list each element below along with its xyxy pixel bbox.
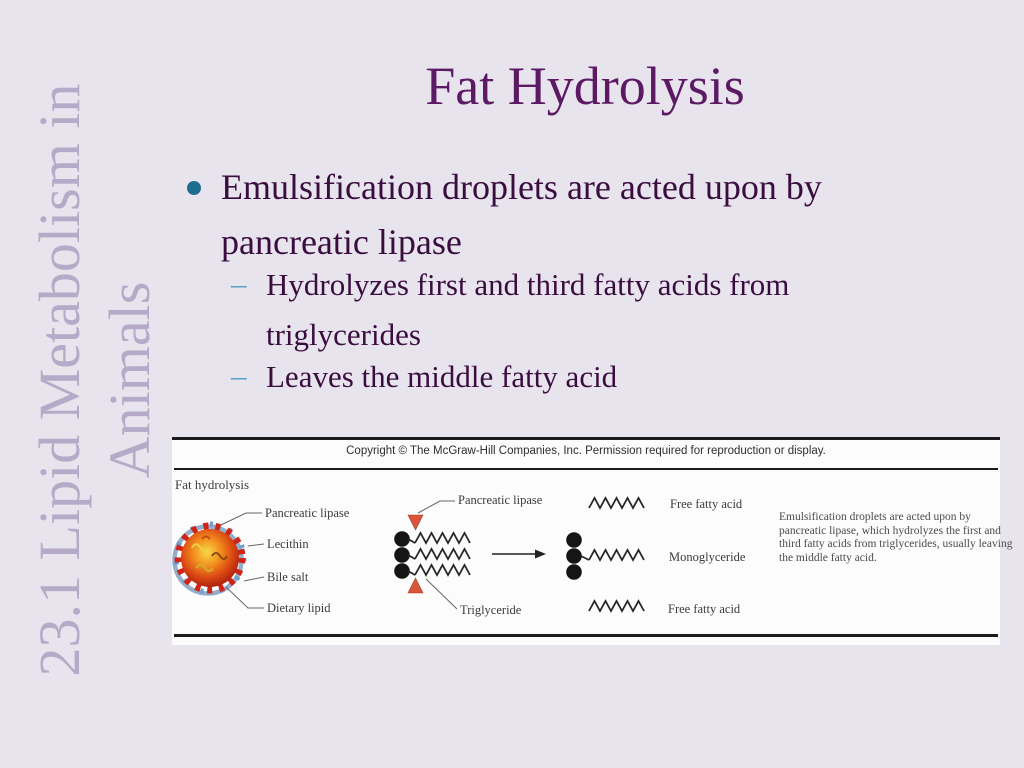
label-free-fatty-acid-top: Free fatty acid — [670, 497, 743, 511]
leader-line — [226, 587, 264, 608]
sub-bullet-text-1: Hydrolyzes first and third fatty acids from triglycerides — [266, 267, 790, 352]
bullet-dot-icon — [187, 181, 201, 195]
slide-title: Fat Hydrolysis — [425, 56, 745, 116]
figure-copyright: Copyright © The McGraw-Hill Companies, Inc. Permission required for reproduction or display. — [346, 445, 826, 457]
fatty-acid-chain-icon — [415, 549, 470, 559]
label-free-fatty-acid-bottom: Free fatty acid — [668, 602, 741, 616]
fatty-acid-chain-icon — [415, 565, 470, 575]
figure-panel — [172, 437, 1013, 645]
glycerol-bead-icon — [394, 547, 410, 563]
sub-bullet-text-2: Leaves the middle fatty acid — [266, 359, 618, 394]
label-dietary-lipid: Dietary lipid — [267, 601, 331, 615]
fatty-acid-chain-icon — [589, 550, 644, 560]
label-monoglyceride: Monoglyceride — [669, 550, 746, 564]
products-group — [566, 498, 644, 611]
bullet-main-text: Emulsification droplets are acted upon by pancreatic lipase — [221, 167, 822, 262]
sidebar-chapter-title — [25, 30, 165, 730]
leader-line — [418, 501, 455, 513]
fatty-acid-chain-icon — [589, 601, 644, 611]
fatty-acid-chain-icon — [415, 533, 470, 543]
sidebar-chapter-title-line1: 23.1 Lipid Metabolism in — [27, 83, 92, 677]
reaction-arrow-icon — [492, 550, 546, 559]
figure-bottom-rule — [174, 634, 998, 637]
leader-line — [244, 577, 264, 581]
sub-bullet-dash-icon: – — [231, 358, 247, 393]
leader-line — [248, 544, 264, 546]
glycerol-bead-icon — [566, 564, 582, 580]
emulsification-droplet — [175, 524, 245, 594]
leader-line — [221, 513, 262, 525]
triglyceride-group — [394, 501, 470, 609]
lipase-triangle-down-icon — [408, 515, 423, 530]
label-pancreatic-lipase-enzyme: Pancreatic lipase — [458, 493, 543, 507]
glycerol-bead-icon — [394, 531, 410, 547]
label-triglyceride: Triglyceride — [460, 603, 522, 617]
label-bile-salt: Bile salt — [267, 570, 309, 584]
label-pancreatic-lipase-droplet: Pancreatic lipase — [265, 506, 350, 520]
sub-bullet-dash-icon: – — [231, 266, 247, 301]
glycerol-bead-icon — [566, 532, 582, 548]
chain-connector — [581, 556, 589, 560]
figure-heading: Fat hydrolysis — [175, 477, 250, 492]
lipase-triangle-up-icon — [408, 578, 423, 593]
figure-caption: Emulsification droplets are acted upon by pancreatic lipase, which hydrolyzes the first and third fatty acids from triglycerides, usually leaving the middle fatty acid. — [779, 511, 1013, 564]
fatty-acid-chain-icon — [589, 498, 644, 508]
glycerol-bead-icon — [566, 548, 582, 564]
label-lecithin: Lecithin — [267, 537, 309, 551]
glycerol-bead-icon — [394, 563, 410, 579]
leader-line — [426, 579, 457, 609]
sidebar-chapter-title-line2: Animals — [97, 281, 162, 479]
